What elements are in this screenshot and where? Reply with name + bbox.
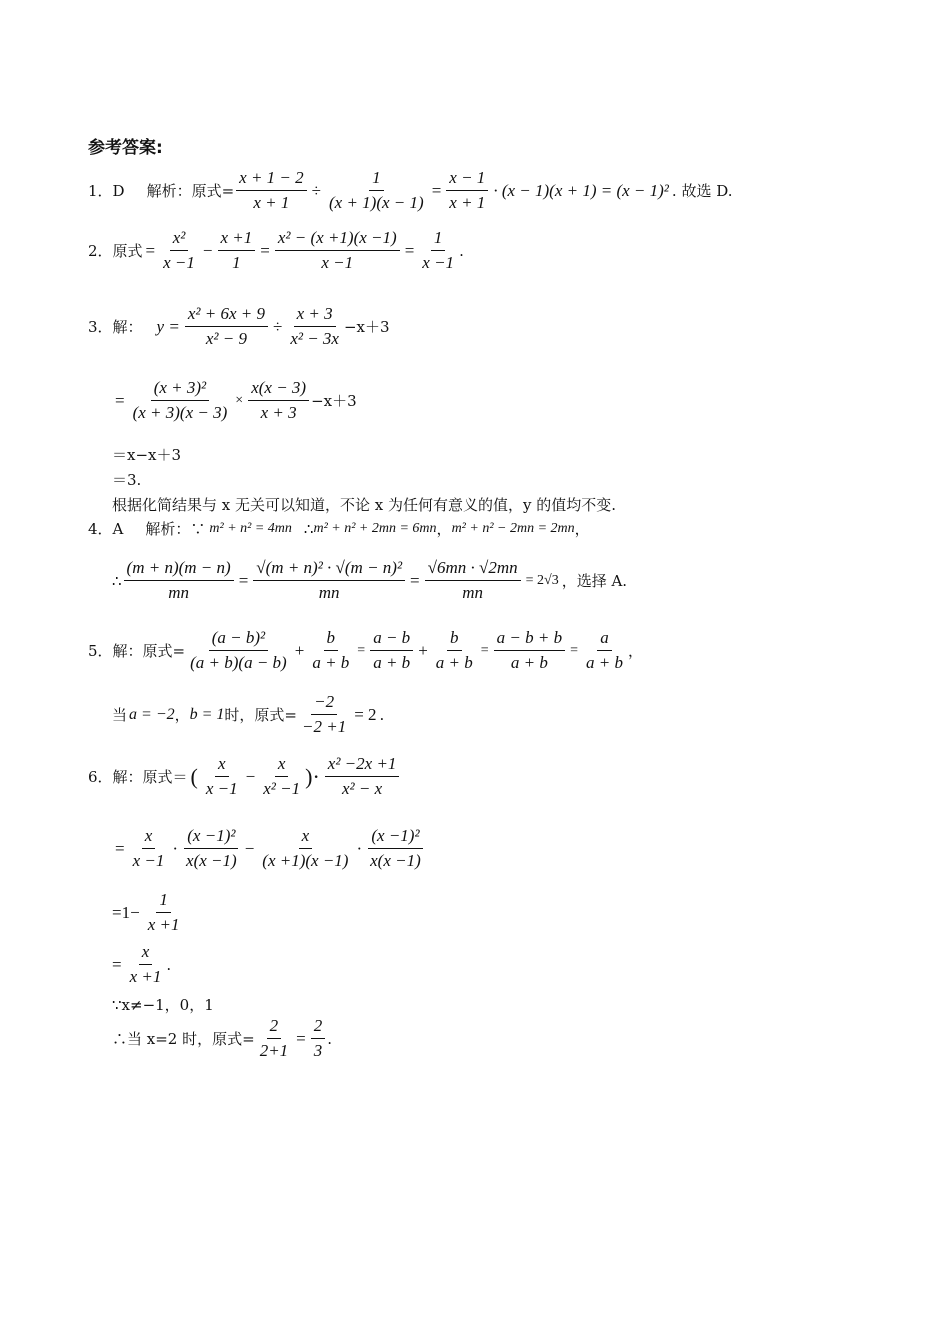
answer-6-line-3: =1− $\frac{1}{x +1}$ <box>112 888 184 937</box>
answer-3-fraction-2: $\frac{x + 3}{\text{x² − 3x}}$ <box>290 304 339 348</box>
answer-6-line-1: 6．解：原式＝ ( $\frac{x}{x -1}$ − $\frac{x}{\text{x² −1}}$ )· $\frac{\text{x² −2x +1}}{\text{x² − x}}$ <box>88 752 401 801</box>
answer-5-line-2: 当 a = −2 ， b = 1 时，原式= $\frac{-2}{-2 +1}$ = 2 . <box>112 690 384 739</box>
answer-1-choice: . 故选 D. <box>671 182 733 200</box>
answer-2-fraction-1: $\frac{\text{x²}}{x -1}$ <box>163 228 195 272</box>
answer-3-line-3: ＝x−x＋3 <box>112 446 182 464</box>
answer-6-fraction-5: $\frac{\text{(x −1)²}}{x(x -1)}$ <box>186 826 237 870</box>
answer-3-conclusion: 根据化简结果与 x 无关可以知道，不论 x 为任何有意义的值，y 的值均不变. <box>112 496 617 514</box>
answer-5-fraction-6: $\frac{a}{a + b}$ <box>586 628 624 672</box>
answers-heading: 参考答案: <box>88 138 163 158</box>
answer-4-number: 4．A <box>88 520 124 538</box>
answer-6-label: 6．解：原式＝ <box>88 768 188 786</box>
answer-1-label: 解析：原式= <box>146 182 235 200</box>
answer-3-label: 3．解： <box>88 318 143 336</box>
answer-1-fraction-2: $\frac{1}{(x + 1)(x - 1)}$ <box>329 168 424 212</box>
answer-5-fraction-1: $\frac{\text{(a − b)²}}{(a + b)(a - b)}$ <box>190 628 287 672</box>
answer-3-line-2: = $\frac{\text{(x + 3)²}}{(x + 3)(x - 3)}$ × $\frac{x(x - 3)}{x + 3}$ −x＋3 <box>112 376 357 425</box>
answer-4-fraction-1: $\frac{(m + n)(m - n)}{mn}$ <box>124 556 234 605</box>
answer-4-line-2: ∴ $\frac{(m + n)(m - n)}{mn}$ = $\frac{\text{√(m + n)² · √(m − n)²}}{mn}$ = $\frac{√6mn \cdot √2mn}{mn}$ = 2√3 ，选择 A. <box>112 556 627 605</box>
answer-2: 2．原式 = $\frac{\text{x²}}{x -1}$ − $\frac{x +1}{1}$ = $\frac{\text{x² − (x +1)(x −1)}}{x -1}$ = $\frac{1}{x -1}$ . <box>88 226 464 275</box>
answer-6-line-4: = $\frac{x}{x +1}$ . <box>112 940 171 989</box>
answer-6-fraction-4: $\frac{x}{x -1}$ <box>132 826 165 870</box>
answer-5-fraction-5: $\frac{a - b + b}{a + b}$ <box>494 626 565 675</box>
answer-2-label: 2．原式 <box>88 242 143 260</box>
answer-5-line-1: 5．解：原式= $\frac{\text{(a − b)²}}{(a + b)(a - b)}$ + $\frac{b}{a + b}$ = $\frac{a - b}{a + b}$ + $\frac{b}{a + b}$ = $\frac{a - b + b}{a + b}$ = $\frac{a}{a + b}$ ， <box>88 626 643 675</box>
answer-1-product: · (x − 1)(x + 1) = (x − 1)² <box>493 180 669 200</box>
answer-3-fraction-3: $\frac{\text{(x + 3)²}}{(x + 3)(x - 3)}$ <box>132 378 228 422</box>
answer-5-fraction-7: $\frac{-2}{-2 +1}$ <box>302 692 347 736</box>
answer-2-fraction-2: $\frac{x +1}{1}$ <box>218 226 256 275</box>
answer-6-final: ∴当 x=2 时，原式= $\frac{2}{2+1}$ = $\frac{2}{3}$ . <box>112 1014 332 1063</box>
answer-5-label: 5．解：原式= <box>88 642 186 660</box>
answer-6-fraction-8: $\frac{1}{x +1}$ <box>147 890 180 934</box>
answer-6-fraction-10: $\frac{2}{2+1}$ <box>259 1016 289 1060</box>
answer-5-fraction-4: $\frac{b}{a + b}$ <box>435 628 473 672</box>
answer-6-fraction-9: $\frac{x}{x +1}$ <box>129 942 162 986</box>
answer-6-condition: ∵x≠−1，0，1 <box>112 996 214 1014</box>
answer-2-fraction-3: $\frac{\text{x² − (x +1)(x −1)}}{x -1}$ <box>275 226 400 275</box>
answer-1 <box>88 166 732 215</box>
answer-3-fraction-4: $\frac{x(x - 3)}{x + 3}$ <box>248 376 309 425</box>
answer-6-fraction-7: $\frac{\text{(x −1)²}}{x(x -1)}$ <box>370 826 421 870</box>
answer-6-fraction-11: $\frac{2}{3}$ <box>311 1014 326 1063</box>
answer-1-divide: ÷ <box>311 180 321 200</box>
answer-1-number: 1．D <box>88 182 125 200</box>
answer-4-fraction-2: $\frac{\text{√(m + n)² · √(m − n)²}}{mn}$ <box>253 556 405 605</box>
answer-1-fraction-3: $\frac{x - 1}{x + 1}$ <box>446 166 488 215</box>
answer-2-fraction-4: $\frac{1}{x -1}$ <box>422 228 455 272</box>
answer-1-equals: = <box>431 180 442 200</box>
answer-5-fraction-3: $\frac{a - b}{a + b}$ <box>370 626 413 675</box>
answer-6-fraction-6: $\frac{x}{(x +1)(x -1)}$ <box>262 826 349 870</box>
answer-3-fraction-1: $\frac{\text{x² + 6x + 9}}{\text{x² − 9}}$ <box>185 302 268 351</box>
answer-6-fraction-3: $\frac{\text{x² −2x +1}}{\text{x² − x}}$ <box>325 752 400 801</box>
answer-6-fraction-1: $\frac{x}{x -1}$ <box>205 754 238 798</box>
answer-3-line-4: ＝3. <box>112 471 142 489</box>
answer-4-fraction-3: $\frac{√6mn \cdot √2mn}{mn}$ <box>425 556 521 605</box>
answer-4-line-1: 4．A 解析：∵ m² + n² = 4mn ∴ m² + n² + 2mn = 6mn ， m² + n² − 2mn = 2mn ， <box>88 519 590 538</box>
answer-6-fraction-2: $\frac{x}{\text{x² −1}}$ <box>263 754 301 798</box>
answer-6-line-2: = $\frac{x}{x -1}$ · $\frac{\text{(x −1)²}}{x(x -1)}$ − $\frac{x}{(x +1)(x -1)}$ · $\frac{\text{(x −1)²}}{x(x -1)}$ <box>112 824 426 873</box>
answer-5-fraction-2: $\frac{b}{a + b}$ <box>312 628 350 672</box>
answer-1-fraction-1: $\frac{x + 1 - 2}{x + 1}$ <box>236 166 307 215</box>
answer-3-line-1: 3．解： y = $\frac{\text{x² + 6x + 9}}{\text{x² − 9}}$ ÷ $\frac{x + 3}{\text{x² − 3x}}$ −x＋3 <box>88 302 390 351</box>
